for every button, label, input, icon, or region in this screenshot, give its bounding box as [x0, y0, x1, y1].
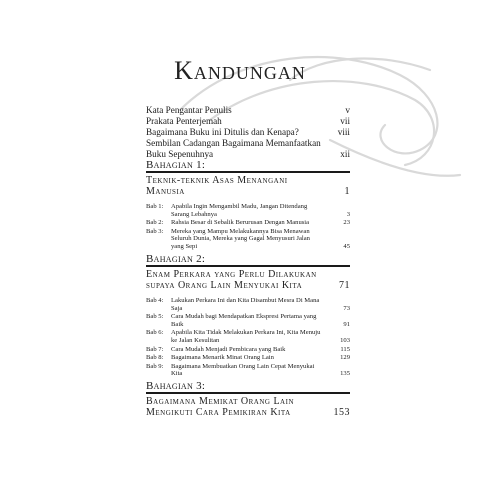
part-page: 1	[344, 185, 350, 197]
chapter-entry[interactable]	[146, 363, 350, 378]
chapter-title: Bagaimana Menarik Minat Orang Lain	[171, 354, 274, 362]
part-page: 153	[333, 406, 350, 418]
chapter-title: Rahsia Besar di Sebalik Berurusan Dengan Manusia	[171, 219, 310, 227]
entry-page: viii	[337, 127, 350, 137]
chapter-label: Bab 3:	[146, 227, 164, 235]
chapter-entry[interactable]	[146, 203, 350, 218]
entry-page: vii	[340, 116, 350, 126]
chapter-title: Bagaimana Membuatkan Orang Lain Cepat Menyukai Kita	[171, 362, 315, 378]
chapter-label: Bab 2:	[146, 219, 164, 227]
chapter-label: Bab 6:	[146, 329, 164, 337]
part-title: Enam Perkara yang Perlu Dilakukan supaya Orang Lain Menyukai Kita	[146, 269, 317, 291]
chapter-label: Bab 1:	[146, 203, 164, 210]
part-page: 71	[339, 279, 350, 291]
chapter-entry[interactable]	[146, 313, 350, 328]
part-heading: Bahagian 3:	[146, 381, 350, 394]
chapter-page: 3	[346, 210, 350, 218]
toc-entry[interactable]	[146, 127, 350, 138]
chapter-title: Cara Mudah bagi Mendapatkan Ekspresi Pertama yang Baik	[171, 313, 317, 328]
part-section	[146, 160, 350, 251]
part-heading: Bahagian 1:	[146, 160, 350, 173]
toc-entry[interactable]	[146, 105, 350, 116]
chapter-label: Bab 7:	[146, 345, 164, 353]
part-section	[146, 381, 350, 418]
chapter-title: Apabila Kita Tidak Melakukan Perkara Ini, Kita Menuju ke Jalan Kesulitan	[171, 329, 321, 344]
chapter-page: 103	[340, 336, 350, 344]
chapter-page: 73	[343, 304, 350, 312]
chapter-entry[interactable]	[146, 346, 350, 354]
chapter-page: 115	[340, 345, 350, 353]
chapter-page: 45	[343, 242, 350, 250]
toc-entry[interactable]	[146, 116, 350, 127]
chapter-entry[interactable]	[146, 329, 350, 344]
toc-entry[interactable]	[146, 138, 350, 160]
chapter-entry[interactable]	[146, 354, 350, 362]
page-title: Kandungan	[174, 56, 306, 85]
entry-title: Prakata Penterjemah	[146, 116, 222, 126]
chapter-page: 91	[343, 320, 350, 328]
part-title: Teknik-teknik Asas Menangani Manusia	[146, 175, 288, 197]
chapter-page: 23	[343, 219, 350, 227]
chapter-title: Lakukan Perkara Ini dan Kita Disambut Mesra Di Mana Saja	[171, 297, 320, 312]
entry-title: Bagaimana Buku ini Ditulis dan Kenapa?	[146, 127, 299, 137]
chapter-label: Bab 9:	[146, 362, 164, 370]
chapter-entry[interactable]	[146, 297, 350, 312]
front-matter-list	[146, 105, 350, 160]
part-title-entry[interactable]	[146, 270, 350, 291]
entry-page: v	[345, 105, 350, 115]
chapter-entry[interactable]	[146, 219, 350, 227]
chapter-label: Bab 4:	[146, 297, 164, 304]
chapter-label: Bab 8:	[146, 354, 164, 362]
part-title: Bagaimana Memikat Orang Lain Mengikuti Cara Pemikiran Kita	[146, 396, 294, 418]
chapter-page: 135	[340, 370, 350, 378]
chapter-title: Cara Mudah Menjadi Pembicara yang Baik	[171, 345, 286, 353]
chapter-label: Bab 5:	[146, 313, 164, 321]
entry-page: xii	[340, 149, 350, 159]
entry-title: Sembilan Cadangan Bagaimana Memanfaatkan Buku Sepenuhnya	[146, 138, 321, 159]
part-section	[146, 254, 350, 378]
chapter-page: 129	[340, 354, 350, 362]
part-heading: Bahagian 2:	[146, 254, 350, 267]
chapter-title: Apabila Ingin Mengambil Madu, Jangan Ditendang Sarang Lebahnya	[171, 203, 308, 218]
part-title-entry[interactable]	[146, 176, 350, 197]
chapter-title: Mereka yang Mampu Melakukannya Bisa Menawan Seluruh Dunia, Mereka yang Gagal Menyusuri Jalan yang Sepi	[171, 227, 310, 250]
entry-title: Kata Pengantar Penulis	[146, 105, 232, 115]
chapter-entry[interactable]	[146, 228, 350, 251]
part-title-entry[interactable]	[146, 397, 350, 418]
